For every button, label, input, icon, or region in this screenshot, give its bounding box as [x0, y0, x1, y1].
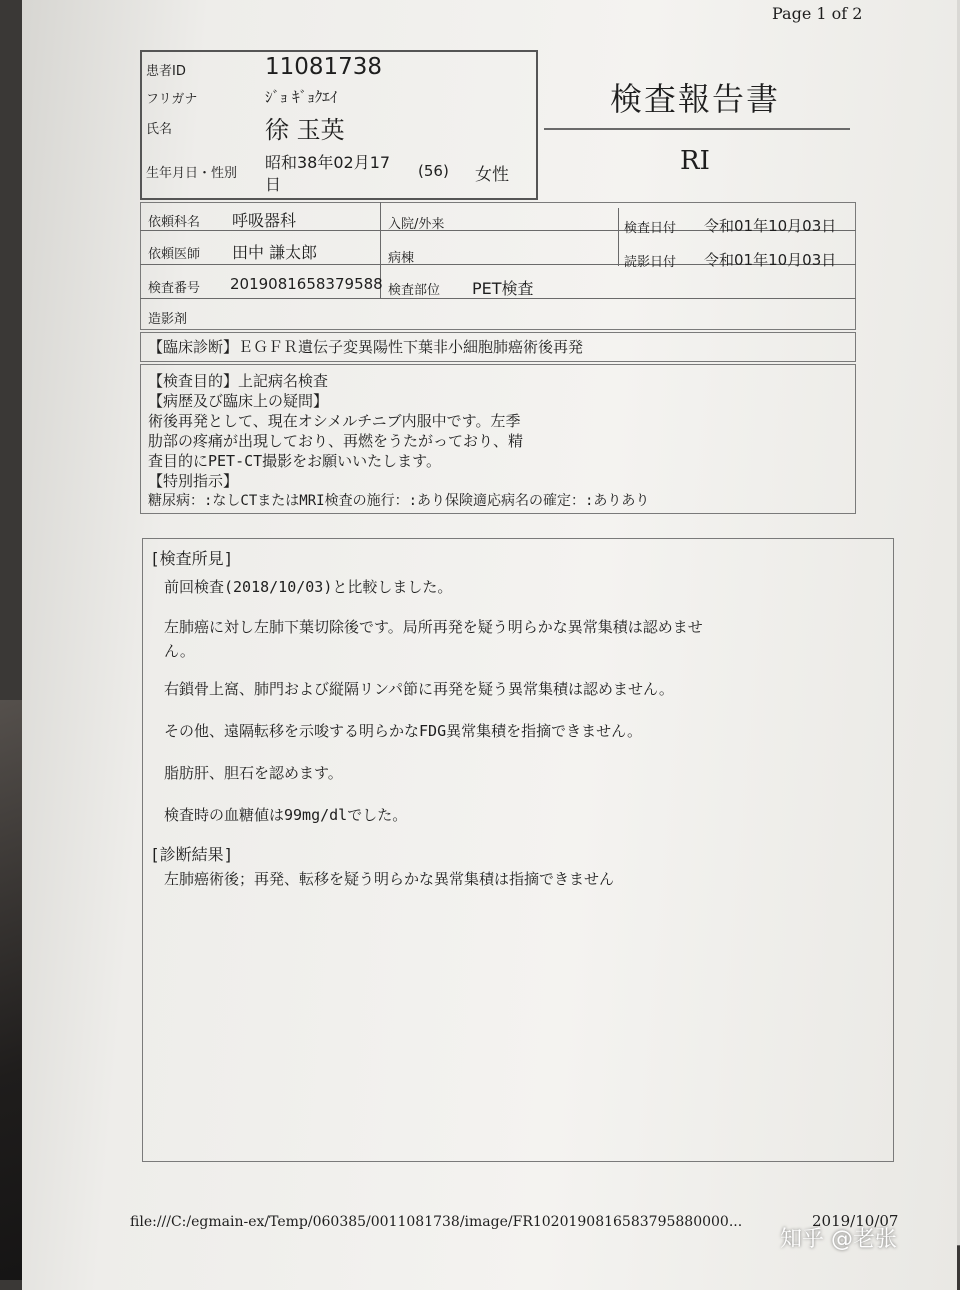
patient-id: 11081738 [265, 54, 383, 80]
modality: RI [680, 146, 710, 176]
finding-item: 右鎖骨上窩、肺門および縦隔リンパ節に再発を疑う異常集積は認めません。 [164, 680, 674, 698]
report-page [22, 0, 957, 1290]
read-date-value: 令和01年10月03日 [704, 251, 837, 269]
title-rule [544, 128, 850, 130]
purpose-line: 糖尿病：:なしCTまたはMRI検査の施行：:あり保険適応病名の確定：:ありあり [148, 493, 650, 509]
purpose-line: 査目的にPET-CT撮影をお願いいたします。 [148, 452, 441, 470]
patient-dob-line1: 昭和38年02月17 [265, 153, 391, 172]
patient-dob-line2: 日 [265, 175, 282, 194]
dept-label: 依頼科名 [148, 215, 201, 230]
purpose-line: 術後再発として、現在オシメルチニブ内服中です。左季 [148, 412, 521, 430]
order-col-divider [618, 208, 619, 266]
doctor-label: 依頼医師 [148, 247, 201, 262]
patient-dob-label: 生年月日・性別 [146, 166, 238, 181]
exam-date-label: 検査日付 [624, 221, 677, 236]
patient-sex: 女性 [475, 165, 509, 185]
result-text: 左肺癌術後；再発、転移を疑う明らかな異常集積は指摘できません [164, 870, 615, 888]
finding-item: 検査時の血糖値は99mg/dlでした。 [164, 806, 408, 824]
patient-name-label: 氏名 [146, 122, 173, 137]
finding-item: ん。 [164, 642, 195, 660]
watermark: 知乎 @老张 [780, 1227, 897, 1252]
purpose-line: 【検査目的】上記病名検査 [148, 372, 329, 390]
site-value: PET検査 [472, 279, 534, 298]
findings-heading: [検査所見] [150, 549, 234, 568]
ward-label: 病棟 [388, 251, 415, 266]
inout-label: 入院/外来 [388, 217, 445, 232]
result-heading: [診断結果] [150, 845, 234, 864]
doctor-value: 田中 謙太郎 [232, 243, 318, 262]
finding-item: 前回検査(2018/10/03)と比較しました。 [164, 578, 453, 596]
exam-date-value: 令和01年10月03日 [704, 217, 837, 235]
clinical-diagnosis: 【臨床診断】ＥＧＦＲ遺伝子変異陽性下葉非小細胞肺癌術後再発 [148, 338, 584, 356]
finding-item: 脂肪肝、胆石を認めます。 [164, 764, 343, 782]
contrast-label: 造影剤 [148, 312, 188, 327]
footer-path: file:///C:/egmain-ex/Temp/060385/0011081738/image/FR1020190816583795880000... [130, 1214, 743, 1230]
exam-no-value: 2019081658379588 [230, 275, 383, 293]
finding-item: 左肺癌に対し左肺下葉切除後です。局所再発を疑う明らかな異常集積は認めませ [164, 618, 703, 636]
purpose-line: 【特別指示】 [148, 472, 239, 490]
read-date-label: 読影日付 [624, 255, 677, 270]
exam-no-label: 検査番号 [148, 281, 201, 296]
purpose-line: 肋部の疼痛が出現しており、再燃をうたがっており、精 [148, 432, 524, 450]
page-number: Page 1 of 2 [772, 4, 863, 23]
footer-date: 2019/10/07 [812, 1212, 899, 1230]
finding-item: その他、遠隔転移を示唆する明らかなFDG異常集積を指摘できません。 [164, 722, 642, 740]
dept-value: 呼吸器科 [232, 211, 297, 230]
patient-kana: ｼﾞｮ ｷﾞｮｸｴｲ [265, 88, 338, 106]
patient-age: (56) [418, 162, 449, 180]
report-title: 検査報告書 [610, 80, 781, 118]
site-label: 検査部位 [388, 283, 441, 298]
patient-id-label: 患者ID [146, 64, 186, 79]
patient-name: 徐 玉英 [265, 116, 345, 144]
purpose-line: 【病歴及び臨床上の疑問】 [148, 392, 329, 410]
patient-kana-label: フリガナ [146, 92, 198, 107]
